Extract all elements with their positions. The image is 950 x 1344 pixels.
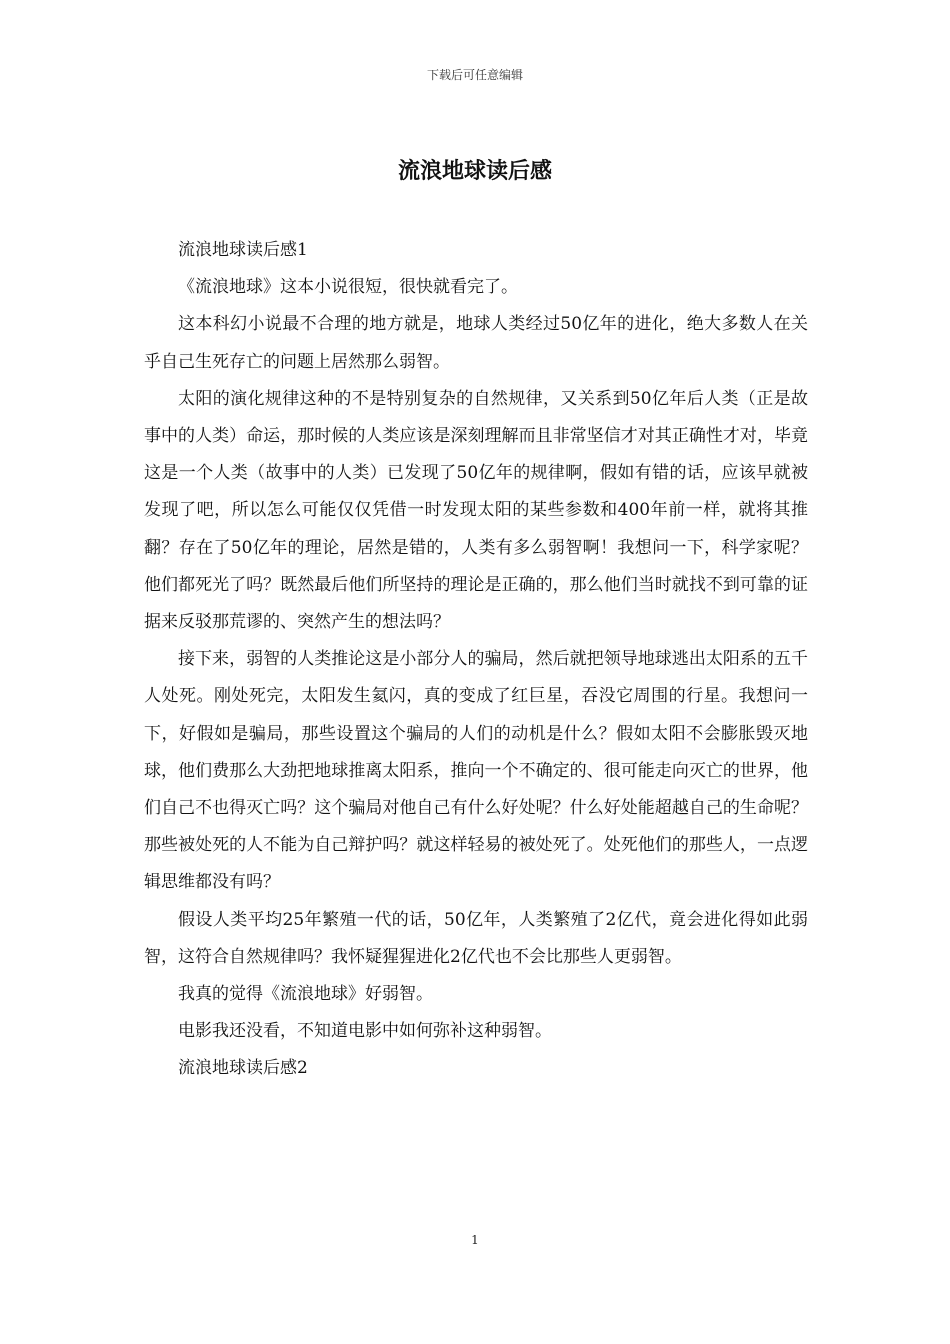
body-paragraph: 假设人类平均25年繁殖一代的话，50亿年，人类繁殖了2亿代，竟会进化得如此弱智，这符合自然规律吗？我怀疑猩猩进化2亿代也不会比那些人更弱智。	[144, 909, 808, 967]
body-paragraph: 《流浪地球》这本小说很短，很快就看完了。	[178, 277, 518, 298]
body-paragraph: 电影我还没看，不知道电影中如何弥补这种弱智。	[178, 1021, 552, 1042]
body-paragraph: 这本科幻小说最不合理的地方就是，地球人类经过50亿年的进化，绝大多数人在关乎自己生死存亡的问题上居然那么弱智。	[144, 314, 808, 372]
section-heading-1: 流浪地球读后感1	[178, 240, 308, 260]
body-paragraph: 太阳的演化规律这种的不是特别复杂的自然规律，又关系到50亿年后人类（正是故事中的人类）命运，那时候的人类应该是深刻理解而且非常坚信才对其正确性才对，毕竟这是一个人类（故事中的人类）已发现了50亿年的规律啊，假如有错的话，应该早就被发现了吧，所以怎么可能仅仅凭借一时发现太阳的某些参数和400年前一样，就将其推翻？存在了50亿年的理论，居然是错的，人类有多么弱智啊！我想问一下，科学家呢？他们都死光了吗？既然最后他们所坚持的理论是正确的，那么他们当时就找不到可靠的证据来反驳那荒谬的、突然产生的想法吗？	[144, 388, 808, 633]
document-title: 流浪地球读后感	[397, 158, 552, 184]
body-paragraph: 我真的觉得《流浪地球》好弱智。	[178, 984, 433, 1005]
page-header-note: 下载后可任意编辑	[426, 68, 523, 82]
body-paragraph: 接下来，弱智的人类推论这是小部分人的骗局，然后就把领导地球逃出太阳系的五千人处死。刚处死完，太阳发生氦闪，真的变成了红巨星，吞没它周围的行星。我想问一下，好假如是骗局，那些设置这个骗局的人们的动机是什么？假如太阳不会膨胀毁灭地球，他们费那么大劲把地球推离太阳系，推向一个不确定的、很可能走向灭亡的世界，他们自己不也得灭亡吗？这个骗局对他自己有什么好处呢？什么好处能超越自己的生命呢？那些被处死的人不能为自己辩护吗？就这样轻易的被处死了。处死他们的那些人，一点逻辑思维都没有吗？	[144, 649, 808, 893]
document-body	[144, 232, 808, 1088]
section-heading-2: 流浪地球读后感2	[178, 1058, 308, 1079]
page-number: 1	[471, 1233, 479, 1247]
